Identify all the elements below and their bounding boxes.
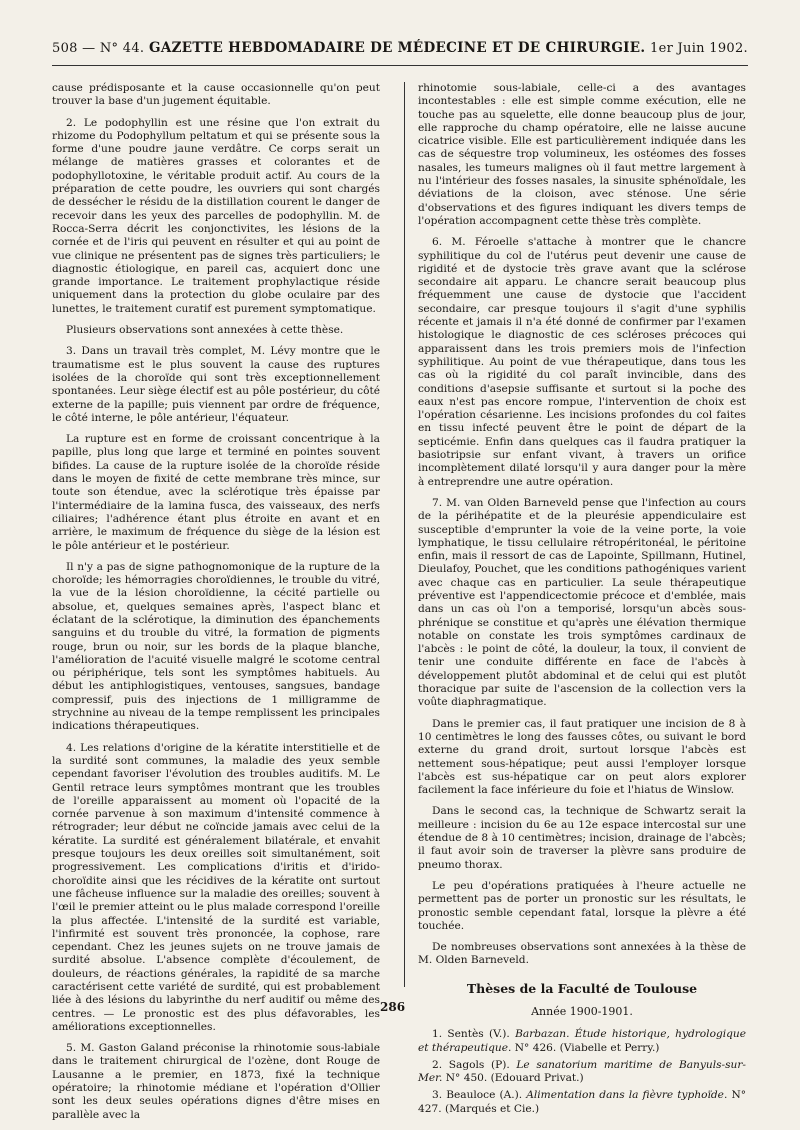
header-date: 1er Juin 1902. <box>650 41 748 56</box>
thesis-publisher: N° 426. (Viabelle et Perry.) <box>514 1041 660 1054</box>
thesis-title: Barbazan. Étude historique, hydrologique et thérapeutique. <box>418 1028 746 1054</box>
journal-title: GAZETTE HEBDOMADAIRE DE MÉDECINE ET DE CHIRURGIE. <box>148 40 646 56</box>
header-page-ref: 508 — N° 44. <box>52 41 145 56</box>
thesis-publisher: N° 450. (Edouard Privat.) <box>445 1072 584 1085</box>
paragraph: 6. M. Féroelle s'attache à montrer que le chancre syphilitique du col de l'utérus peut devenir une cause de rigidité et de dystocie très grave avant que la sclérose secondaire ait apparu. Le chancre serait beaucoup plus fréquemment une cause de dystocie que l'accident secondaire, car presque toujours il s'agit d'une syphilis récente et jamais il n'a été donné de confirmer par l'examen histologique le diagnostic de ces scléroses précoces qui apparaissent dans les trois premiers mois de l'infection syphilitique. Au point de vue thérapeutique, dans tous les cas où la rigidité du col paraît invincible, dans des conditions d'asepsie suffisante et surtout si la poche des eaux n'est pas encore rompue, l'intervention de choix est l'opération césarienne. Les incisions profondes du col faites en tissu infecté peuvent être le point de départ de la septicémie. Enfin dans quelques cas il faudra pratiquer la basiotripsie sur enfant vivant, à travers un orifice incomplètement dilaté lorsqu'il y aura danger pour la mère à entreprendre une autre opération. <box>418 236 746 488</box>
paragraph: 4. Les relations d'origine de la kératite interstitielle et de la surdité sont communes, la maladie des yeux semble cependant favoriser l'évolution des troubles auditifs. M. Le Gentil retrace leurs symptômes montrant que les troubles de l'oreille apparaissent au moment où l'opacité de la cornée parvenue à son maximum d'intensité commence à rétrograder; leur début ne coïncide jamais avec celui de la kératite. La surdité est généralement bilatérale, et envahit presque toujours les deux oreilles soit simultanément, soit progressivement. Les complications d'iritis et d'irido-choroïdite ainsi que les récidives de la kératite ont surtout une fâcheuse influence sur la maladie des oreilles; souvent à l'œil le premier atteint ou le plus malade correspond l'oreille la plus affectée. L'intensité de la surdité est variable, l'infirmité est souvent très prononcée, la cophose, rare cependant. Chez les jeunes sujets on ne trouve jamais de surdité absolue. L'absence complète d'écoulement, de douleurs, de réactions générales, la rapidité de sa marche caractérisent cette variété de surdité, qui est probablement liée à des lésions du labyrinthe du nerf auditif ou même des centres. — Le pronostic est des plus défavorables, les améliorations exceptionnelles. <box>52 741 380 1033</box>
page-number: 286 <box>380 1000 406 1014</box>
paragraph: 7. M. van Olden Barneveld pense que l'infection au cours de la périhépatite et de la pleurésie appendiculaire est susceptible d'emprunter la voie de la veine porte, la voie lymphatique, le tissu cellulaire rétropéritonéal, le péritoine enfin, mais il ressort de cas de Lapointe, Spillmann, Hutinel, Dieulafoy, Pouchet, que les conditions pathogéniques varient avec chaque cas en particulier. La seule thérapeutique préventive est l'appendicectomie précoce et d'emblée, mais dans un cas où l'on a temporisé, lorsqu'un abcès sous-phrénique se constitue et qu'après une élévation thermique notable on constate les trois symptômes cardinaux de l'abcès : le point de côté, la douleur, la toux, il convient de tenir une conduite différente en face de l'abcès à développement plutôt abdominal et de celui qui est plutôt thoracique par suite de l'ascension de la collection vers la voûte diaphragmatique. <box>418 496 746 709</box>
page-header <box>52 40 748 66</box>
thesis-entry <box>418 1028 746 1055</box>
paragraph: 2. Le podophyllin est une résine que l'on extrait du rhizome du Podophyllum peltatum et qui se présente sous la forme d'une poudre jaune verdâtre. Ce corps serait un mélange de matières grasses et colorantes et de podophyllotoxine, le véritable produit actif. Au cours de la préparation de cette poudre, les ouvriers qui sont chargés de dessécher le résidu de la distillation courent le danger de recevoir dans les yeux des parcelles de podophyllin. M. de Rocca-Serra décrit les conjonctivites, les lésions de la cornée et de l'iris qui peuvent en résulter et qui au point de vue clinique ne présentent pas de signes très particuliers; le diagnostic étiologique, en pareil cas, acquiert donc une grande importance. Le traitement prophylactique réside uniquement dans la protection du globe oculaire par des lunettes, le traitement curatif est purement symptomatique. <box>52 116 380 315</box>
theses-heading: Thèses de la Faculté de Toulouse <box>466 980 698 996</box>
paragraph: Il n'y a pas de signe pathognomonique de la rupture de la choroïde; les hémorragies choroïdiennes, le trouble du vitré, la vue de la lésion choroïdienne, la cécité partielle ou absolue, et, quelques semaines après, l'aspect blanc et éclatant de la sclérotique, la diminution des épanchements sanguins et du trouble du vitré, la formation de pigments rouge, brun ou noir, sur les bords de la plaque blanche, l'amélioration de l'acuité visuelle malgré le scotome central ou périphérique, tels sont les symptômes habituels. Au début les antiphlogistiques, ventouses, sangsues, bandage compressif, puis des injections de 1 milligramme de strychnine au niveau de la tempe remplissent les principales indications thérapeutiques. <box>52 560 380 733</box>
left-column <box>52 82 380 1130</box>
paragraph: Plusieurs observations sont annexées à cette thèse. <box>66 324 344 337</box>
thesis-author: 1. Sentès (V.). <box>432 1028 510 1041</box>
column-divider <box>404 82 405 987</box>
right-column <box>418 82 746 1120</box>
theses-year: Année 1900-1901. <box>531 1005 633 1018</box>
thesis-author: 3. Beauloce (A.). <box>432 1089 523 1102</box>
thesis-entry <box>418 1059 746 1086</box>
thesis-title: Alimentation dans la fièvre typhoïde. <box>526 1089 728 1102</box>
thesis-title: Le sanatorium maritime de Banyuls-sur-Mer. <box>418 1058 746 1085</box>
thesis-publisher: N° 427. (Marqués et Cie.) <box>418 1089 747 1115</box>
paragraph: 3. Dans un travail très complet, M. Lévy montre que le traumatisme est le plus souvent la cause des ruptures isolées de la choroïde qui sont très exceptionnellement spontanées. Leur siège électif est au pôle postérieur, du côté externe de la papille; puis viennent par ordre de fréquence, le côté interne, le pôle antérieur, l'équateur. <box>52 345 380 424</box>
paragraph: De nombreuses observations sont annexées à la thèse de M. Olden Barneveld. <box>418 941 746 967</box>
paragraph: Dans le second cas, la technique de Schwartz serait la meilleure : incision du 6e au 12e espace intercostal sur une étendue de 8 à 10 centimètres; incision, drainage de l'abcès; il faut avoir soin de traverser la plèvre sans produire de pneumo thorax. <box>418 805 746 871</box>
thesis-entry <box>418 1089 746 1116</box>
paragraph: 5. M. Gaston Galand préconise la rhinotomie sous-labiale dans le traitement chirurgical de l'ozène, dont Rouge de Lausanne a le premier, en 1873, fixé la technique opératoire; la rhinotomie médiane et l'opération d'Ollier sont les deux seules opérations dignes d'être mises en parallèle avec la <box>52 1042 380 1121</box>
paragraph: cause prédisposante et la cause occasionnelle qu'on peut trouver la base d'un jugement équitable. <box>52 82 380 108</box>
paragraph: Dans le premier cas, il faut pratiquer une incision de 8 à 10 centimètres le long des fausses côtes, ou suivant le bord externe du grand droit, surtout lorsque l'abcès est nettement sous-hépatique; peut aussi l'employer lorsque l'abcès est sus-hépatique car on peut alors explorer facilement la face inférieure du foie et l'hiatus de Winslow. <box>418 717 746 797</box>
paragraph: La rupture est en forme de croissant concentrique à la papille, plus long que large et terminé en pointes souvent bifides. La cause de la rupture isolée de la choroïde réside dans le moyen de fixité de cette membrane très mince, sur toute son étendue, avec la sclérotique très épaisse par l'intermédiaire de la lamina fusca, des vaisseaux, des nerfs ciliaires; l'adhérence étant plus étroite en avant et en arrière, le maximum de fréquence du siège de la lésion est le pôle antérieur et le postérieur. <box>52 433 380 552</box>
thesis-author: 2. Sagols (P). <box>432 1058 510 1071</box>
paragraph: rhinotomie sous-labiale, celle-ci a des avantages incontestables : elle est simple comme exécution, elle ne touche pas au squelette, elle donne beaucoup plus de jour, elle rapproche du champ opératoire, elle ne laisse aucune cicatrice visible. Elle est particulièrement indiquée dans les cas de séquestre trop volumineux, les ostéomes des fosses nasales, les tumeurs malignes où il faut mettre largement à nu l'intérieur des fosses nasales, la sinusite sphénoïdale, les déviations de la cloison, avec sténose. Une série d'observations et des figures indiquant les divers temps de l'opération accompagnent cette thèse très complète. <box>418 82 746 227</box>
paragraph: Le peu d'opérations pratiquées à l'heure actuelle ne permettent pas de porter un pronostic sur les résultats, le pronostic semble cependant fatal, lorsque la plèvre a été touchée. <box>418 879 746 932</box>
